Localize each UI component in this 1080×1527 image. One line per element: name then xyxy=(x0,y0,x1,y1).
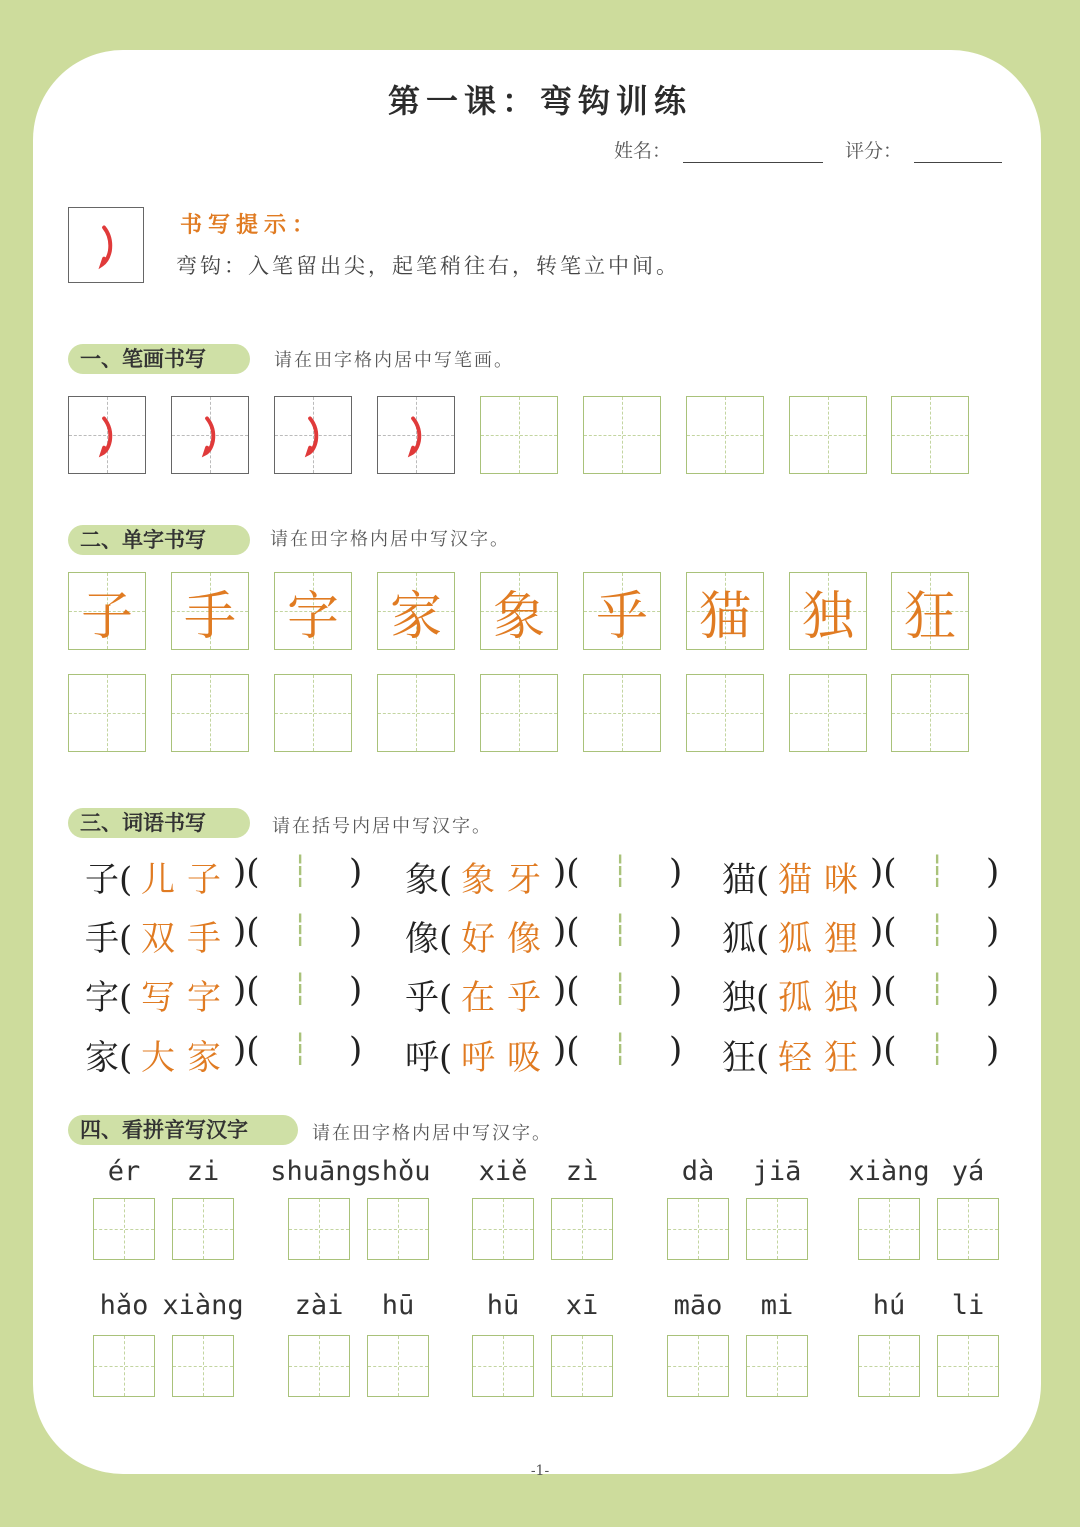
section1-heading: 一、笔画书写 xyxy=(68,344,250,374)
model-word: 孤独 xyxy=(778,978,870,1018)
pinyin-answer-box[interactable] xyxy=(551,1335,613,1397)
model-word: 写字 xyxy=(141,978,233,1018)
word-lead-character: 独( xyxy=(722,978,770,1018)
word-lead-character: 像( xyxy=(405,919,453,959)
word-answer-blank[interactable]: ┆ xyxy=(928,1032,947,1067)
pinyin-label: māo xyxy=(673,1290,723,1321)
pinyin-label: shǒu xyxy=(365,1156,431,1187)
bracket-separator: )( xyxy=(870,970,897,1010)
bracket-separator: )( xyxy=(870,1030,897,1070)
bracket-separator: )( xyxy=(233,970,260,1010)
model-character: 猫 xyxy=(698,586,751,647)
closing-bracket: ) xyxy=(669,1030,683,1070)
character-practice-box[interactable] xyxy=(274,674,352,752)
bracket-separator: )( xyxy=(870,911,897,951)
pinyin-label: li xyxy=(951,1290,985,1321)
score-field[interactable] xyxy=(914,142,1002,163)
word-lead-character: 字( xyxy=(85,978,133,1018)
pinyin-answer-box[interactable] xyxy=(472,1335,534,1397)
section2-note: 请在田字格内居中写汉字。 xyxy=(270,529,510,550)
section3-heading: 三、词语书写 xyxy=(68,808,250,838)
name-field[interactable] xyxy=(683,142,823,163)
pinyin-answer-box[interactable] xyxy=(288,1198,350,1260)
stroke-practice-box[interactable] xyxy=(583,396,661,474)
character-practice-box[interactable] xyxy=(789,674,867,752)
character-practice-box[interactable] xyxy=(686,674,764,752)
pinyin-label: mi xyxy=(760,1290,794,1321)
word-lead-character: 手( xyxy=(85,919,133,959)
model-word: 在乎 xyxy=(461,978,553,1018)
word-lead-character: 猫( xyxy=(722,860,770,900)
bracket-separator: )( xyxy=(870,852,897,892)
pinyin-answer-box[interactable] xyxy=(937,1335,999,1397)
score-label: 评分： xyxy=(844,140,902,162)
model-character: 子 xyxy=(80,586,133,647)
pinyin-answer-box[interactable] xyxy=(937,1198,999,1260)
model-word: 双手 xyxy=(141,919,233,959)
word-lead-character: 狂( xyxy=(722,1038,770,1078)
word-answer-blank[interactable]: ┆ xyxy=(291,854,310,889)
pinyin-answer-box[interactable] xyxy=(667,1335,729,1397)
pinyin-label: hū xyxy=(486,1290,520,1321)
character-model-box xyxy=(583,572,661,650)
bracket-separator: )( xyxy=(233,911,260,951)
pinyin-label: xiàng xyxy=(162,1290,244,1321)
model-word: 儿子 xyxy=(141,860,233,900)
model-word: 狐狸 xyxy=(778,919,870,959)
pinyin-answer-box[interactable] xyxy=(472,1198,534,1260)
character-model-box xyxy=(68,572,146,650)
model-word: 大家 xyxy=(141,1038,233,1078)
word-answer-blank[interactable]: ┆ xyxy=(611,972,630,1007)
closing-bracket: ) xyxy=(349,852,363,892)
pinyin-label: yá xyxy=(951,1156,985,1187)
word-answer-blank[interactable]: ┆ xyxy=(611,913,630,948)
section4-heading: 四、看拼音写汉字 xyxy=(68,1115,298,1145)
closing-bracket: ) xyxy=(669,911,683,951)
curved-hook-stroke-icon xyxy=(69,208,143,282)
word-lead-character: 子( xyxy=(85,860,133,900)
character-model-box xyxy=(377,572,455,650)
pinyin-answer-box[interactable] xyxy=(746,1335,808,1397)
name-score-fields xyxy=(614,136,1002,163)
section2-heading: 二、单字书写 xyxy=(68,525,250,555)
name-label: 姓名： xyxy=(613,140,671,162)
model-word: 好像 xyxy=(461,919,553,959)
bracket-separator: )( xyxy=(553,1030,580,1070)
pinyin-answer-box[interactable] xyxy=(746,1198,808,1260)
closing-bracket: ) xyxy=(349,1030,363,1070)
closing-bracket: ) xyxy=(349,970,363,1010)
page-number: -1- xyxy=(530,1463,550,1479)
model-word: 呼吸 xyxy=(461,1038,553,1078)
character-practice-box[interactable] xyxy=(891,674,969,752)
stroke-practice-box[interactable] xyxy=(480,396,558,474)
character-model-box xyxy=(789,572,867,650)
word-answer-blank[interactable]: ┆ xyxy=(928,972,947,1007)
closing-bracket: ) xyxy=(349,911,363,951)
stroke-practice-box[interactable] xyxy=(891,396,969,474)
closing-bracket: ) xyxy=(669,970,683,1010)
pinyin-label: shuāng xyxy=(270,1156,368,1187)
section3-note: 请在括号内居中写汉字。 xyxy=(272,816,492,837)
word-answer-blank[interactable]: ┆ xyxy=(291,913,310,948)
tip-stroke-box xyxy=(68,207,144,283)
word-answer-blank[interactable]: ┆ xyxy=(611,854,630,889)
bracket-separator: )( xyxy=(233,1030,260,1070)
pinyin-answer-box[interactable] xyxy=(858,1198,920,1260)
closing-bracket: ) xyxy=(986,911,1000,951)
stroke-example-box xyxy=(377,396,455,474)
model-word: 象牙 xyxy=(461,860,553,900)
closing-bracket: ) xyxy=(986,1030,1000,1070)
pinyin-label: hú xyxy=(872,1290,906,1321)
character-practice-box[interactable] xyxy=(171,674,249,752)
model-character: 家 xyxy=(389,586,442,647)
model-character: 象 xyxy=(492,586,545,647)
word-lead-character: 狐( xyxy=(722,919,770,959)
character-practice-box[interactable] xyxy=(377,674,455,752)
character-model-box xyxy=(274,572,352,650)
character-model-box xyxy=(891,572,969,650)
pinyin-answer-box[interactable] xyxy=(93,1198,155,1260)
model-word: 猫咪 xyxy=(778,860,870,900)
word-lead-character: 家( xyxy=(85,1038,133,1078)
curved-hook-stroke-icon xyxy=(378,397,454,473)
word-answer-blank[interactable]: ┆ xyxy=(291,972,310,1007)
word-answer-blank[interactable]: ┆ xyxy=(611,1032,630,1067)
bracket-separator: )( xyxy=(553,852,580,892)
pinyin-label: zì xyxy=(565,1156,599,1187)
pinyin-label: hǎo xyxy=(99,1290,149,1321)
pinyin-answer-box[interactable] xyxy=(667,1198,729,1260)
word-answer-blank[interactable]: ┆ xyxy=(928,913,947,948)
pinyin-label: jiā xyxy=(752,1156,802,1187)
curved-hook-stroke-icon xyxy=(69,397,145,473)
page-title: 第一课：弯钩训练 xyxy=(387,82,692,120)
stroke-example-box xyxy=(171,396,249,474)
closing-bracket: ) xyxy=(669,852,683,892)
section4-note: 请在田字格内居中写汉字。 xyxy=(312,1123,552,1144)
section1-note: 请在田字格内居中写笔画。 xyxy=(274,350,514,371)
word-lead-character: 象( xyxy=(405,860,453,900)
stroke-practice-box[interactable] xyxy=(789,396,867,474)
pinyin-label: ér xyxy=(107,1156,141,1187)
character-practice-box[interactable] xyxy=(480,674,558,752)
character-model-box xyxy=(480,572,558,650)
character-practice-box[interactable] xyxy=(583,674,661,752)
model-character: 手 xyxy=(183,586,236,647)
stroke-example-box xyxy=(68,396,146,474)
stroke-example-box xyxy=(274,396,352,474)
word-lead-character: 乎( xyxy=(405,978,453,1018)
character-model-box xyxy=(171,572,249,650)
pinyin-answer-box[interactable] xyxy=(172,1198,234,1260)
pinyin-answer-box[interactable] xyxy=(858,1335,920,1397)
pinyin-answer-box[interactable] xyxy=(172,1335,234,1397)
pinyin-answer-box[interactable] xyxy=(367,1198,429,1260)
model-character: 乎 xyxy=(595,586,648,647)
character-model-box xyxy=(686,572,764,650)
pinyin-label: hū xyxy=(381,1290,415,1321)
stroke-practice-box[interactable] xyxy=(686,396,764,474)
model-character: 独 xyxy=(801,586,854,647)
model-character: 狂 xyxy=(903,586,956,647)
model-character: 字 xyxy=(286,586,339,647)
pinyin-label: xiàng xyxy=(848,1156,930,1187)
pinyin-answer-box[interactable] xyxy=(93,1335,155,1397)
word-answer-blank[interactable]: ┆ xyxy=(928,854,947,889)
curved-hook-stroke-icon xyxy=(275,397,351,473)
tip-title: 书写提示： xyxy=(180,212,321,238)
tip-text: 弯钩：入笔留出尖，起笔稍往右，转笔立中间。 xyxy=(176,254,680,278)
character-practice-box[interactable] xyxy=(68,674,146,752)
model-word: 轻狂 xyxy=(778,1038,870,1078)
pinyin-answer-box[interactable] xyxy=(551,1198,613,1260)
bracket-separator: )( xyxy=(233,852,260,892)
pinyin-label: dà xyxy=(681,1156,715,1187)
pinyin-label: xiě xyxy=(478,1156,528,1187)
closing-bracket: ) xyxy=(986,970,1000,1010)
pinyin-answer-box[interactable] xyxy=(367,1335,429,1397)
word-answer-blank[interactable]: ┆ xyxy=(291,1032,310,1067)
bracket-separator: )( xyxy=(553,911,580,951)
pinyin-label: zài xyxy=(294,1290,344,1321)
pinyin-label: xī xyxy=(565,1290,599,1321)
word-lead-character: 呼( xyxy=(405,1038,453,1078)
closing-bracket: ) xyxy=(986,852,1000,892)
pinyin-answer-box[interactable] xyxy=(288,1335,350,1397)
pinyin-label: zi xyxy=(186,1156,220,1187)
bracket-separator: )( xyxy=(553,970,580,1010)
curved-hook-stroke-icon xyxy=(172,397,248,473)
